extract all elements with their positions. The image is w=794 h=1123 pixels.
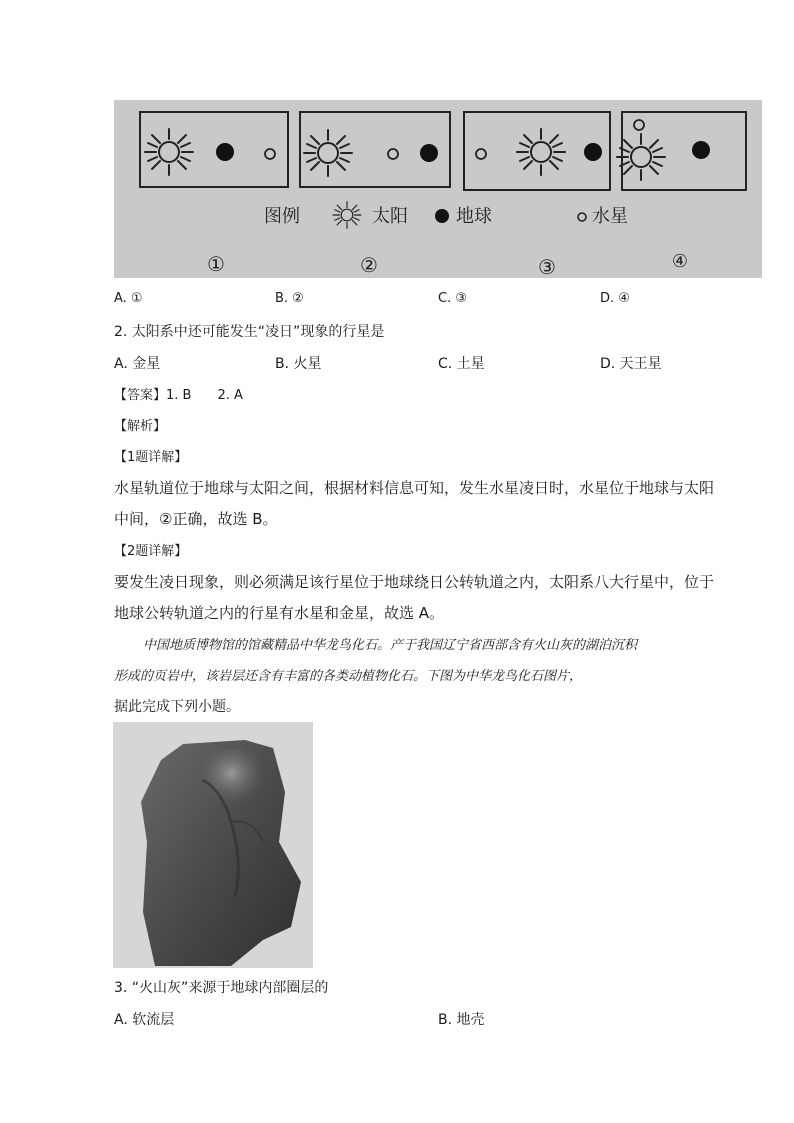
fossil-photo — [113, 722, 313, 968]
detail1-line2: 中间，②正确，故选 B。 — [114, 510, 278, 528]
legend-label: 图例 — [264, 206, 300, 227]
q1-option-d: D. ④ — [600, 291, 630, 306]
panel-number-2: ② — [360, 253, 378, 277]
q2-option-c: C. 土星 — [438, 356, 485, 372]
q3-option-a: A. 软流层 — [114, 1012, 175, 1028]
sun-icon — [517, 129, 565, 175]
answer-line — [114, 384, 243, 403]
panel-1 — [140, 112, 288, 187]
detail1-line1: 水星轨道位于地球与太阳之间，根据材料信息可知，发生水星凌日时，水星位于地球与太阳 — [114, 479, 715, 497]
panel-3 — [464, 112, 610, 190]
detail1-label: 【1题详解】 — [114, 450, 188, 465]
figure-legend — [264, 202, 628, 229]
legend-sun: 太阳 — [372, 206, 408, 227]
q1-option-c: C. ③ — [438, 291, 467, 306]
sun-icon — [145, 129, 193, 175]
panel-number-1: ① — [207, 252, 225, 276]
mercury-icon — [578, 213, 586, 221]
mercury-icon — [388, 149, 398, 159]
answer-text: 1. B 2. A — [166, 388, 243, 403]
earth-icon — [420, 144, 438, 162]
mercury-icon — [634, 120, 644, 130]
q1-option-a: A. ① — [114, 291, 143, 306]
q2-option-a: A. 金星 — [114, 356, 161, 372]
q2-stem: 2. 太阳系中还可能发生“凌日”现象的行星是 — [114, 324, 385, 340]
detail2-line2: 地球公转轨道之内的行星有水星和金星，故选 A。 — [114, 604, 445, 622]
sun-icon — [617, 134, 665, 180]
earth-icon — [692, 141, 710, 159]
answer-label: 【答案】 — [114, 388, 167, 403]
panel-number-3: ③ — [538, 255, 556, 278]
planet-transit-figure — [114, 100, 762, 278]
sun-icon — [333, 202, 361, 229]
analysis-label: 【解析】 — [114, 419, 167, 434]
q2-option-d: D. 天王星 — [600, 356, 662, 372]
material-line2: 形成的页岩中，该岩层还含有丰富的各类动植物化石。下图为中华龙鸟化石图片， — [114, 669, 583, 684]
detail2-line1: 要发生凌日现象，则必须满足该行星位于地球绕日公转轨道之内，太阳系八大行星中，位于 — [114, 573, 715, 591]
material-line1: 中国地质博物馆的馆藏精品中华龙鸟化石。产于我国辽宁省西部含有火山灰的湖泊沉积 — [143, 638, 638, 653]
panel-2 — [300, 112, 450, 187]
q2-option-b: B. 火星 — [275, 356, 322, 372]
q1-option-b: B. ② — [275, 291, 304, 306]
mercury-icon — [476, 149, 486, 159]
earth-icon — [216, 143, 234, 161]
sun-icon — [304, 130, 352, 176]
legend-earth: 地球 — [456, 206, 492, 227]
earth-icon — [584, 143, 602, 161]
q3-option-b: B. 地壳 — [438, 1012, 485, 1028]
panel-number-4: ④ — [671, 251, 689, 272]
detail2-label: 【2题详解】 — [114, 544, 188, 559]
legend-mercury: 水星 — [592, 206, 628, 227]
q3-stem: 3. “火山灰”来源于地球内部圈层的 — [114, 980, 329, 996]
material-line3: 据此完成下列小题。 — [114, 699, 240, 715]
earth-icon — [435, 209, 449, 223]
panel-4 — [617, 112, 746, 190]
mercury-icon — [265, 149, 275, 159]
